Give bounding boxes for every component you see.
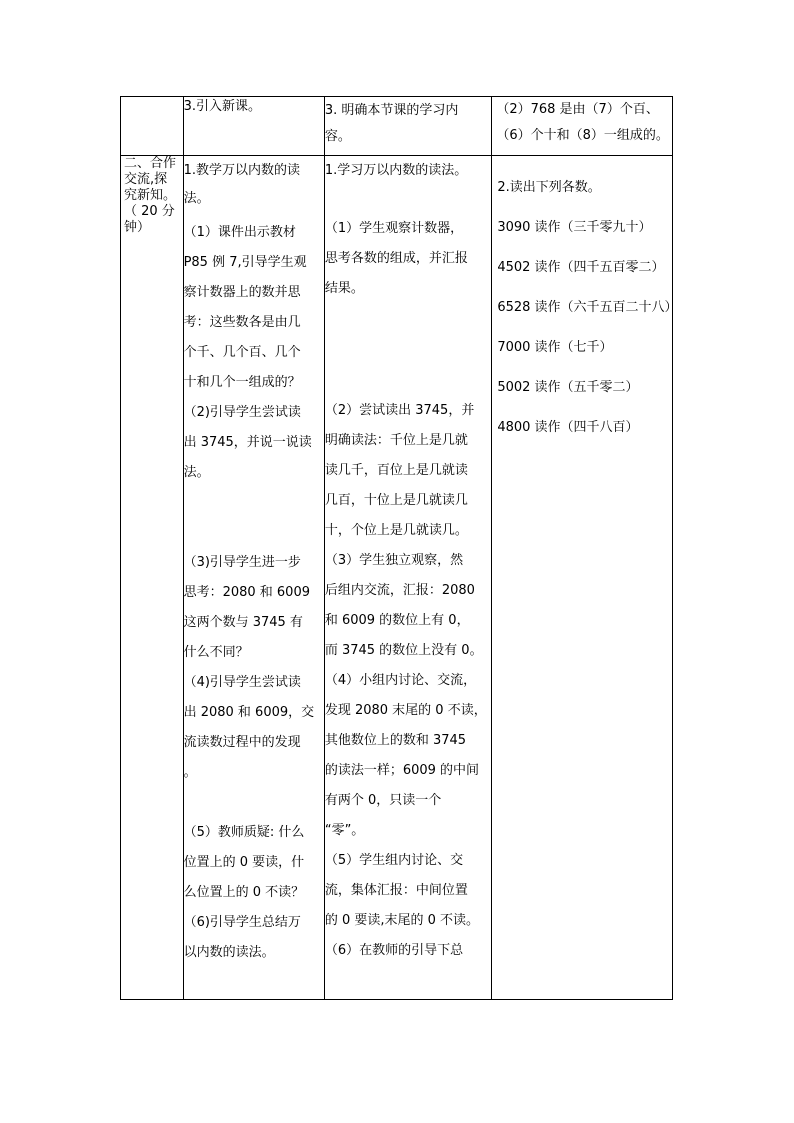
text-line: 流，集体汇报：中间位置	[324, 883, 468, 898]
exercise-item: 3090 读作（三千零九十）	[497, 220, 652, 235]
text-line: （6）个十和（8）一组成的。	[496, 128, 669, 143]
text-line: 察计数器上的数并思	[183, 285, 301, 300]
text-line: （2）768 是由（7）个百、	[496, 102, 659, 117]
text-line: （5）学生组内讨论、交	[324, 853, 464, 868]
text-line: 后组内交流，汇报：2080	[324, 583, 475, 598]
stage-cell	[121, 97, 184, 156]
text-line: 这两个数与 3745 有	[183, 615, 303, 630]
teacher-step-4	[184, 548, 324, 668]
student-step-4	[325, 546, 492, 666]
student-step-7	[325, 936, 492, 966]
student-step-6	[325, 846, 492, 936]
text-line: 法。	[183, 191, 210, 206]
text-line: 十，个位上是几就读几。	[324, 523, 468, 538]
lesson-plan-table	[120, 96, 678, 1000]
text-line: （2）尝试读出 3745，并	[324, 403, 475, 418]
text-line: 3. 明确本节课的学习内	[324, 103, 459, 118]
teacher-step-7	[184, 908, 324, 968]
text-line: （1）学生观察计数器，	[324, 221, 464, 236]
student-activity-cell	[324, 156, 492, 1000]
text-line: 读几千，百位上是几就读	[324, 463, 468, 478]
teacher-step-6	[184, 818, 324, 908]
text-line: 明确读法：千位上是几就	[324, 433, 468, 448]
teacher-activity-cell	[183, 97, 324, 156]
text-line: “零”。	[324, 823, 365, 838]
student-step-3	[325, 396, 492, 546]
text-line: 思考：2080 和 6009	[183, 585, 310, 600]
text-line: （4)引导学生尝试读	[183, 675, 301, 690]
stage-label: （ 20 分	[124, 204, 175, 219]
teacher-step-1	[184, 156, 324, 212]
exercise-item: 6528 读作（六千五百二十八）	[497, 300, 678, 315]
text-line: （4）小组内讨论、交流，	[324, 673, 477, 688]
text-line: 3.引入新课。	[183, 99, 261, 114]
text-line: 么位置上的 0 不读？	[183, 885, 305, 900]
text-line: （2)引导学生尝试读	[183, 405, 301, 420]
text-line: 流读数过程中的发现	[183, 735, 301, 750]
exercise-item: 4502 读作（四千五百零二）	[497, 260, 665, 275]
stage-label: 究新知。	[124, 188, 177, 203]
text-line: 结果。	[324, 281, 364, 296]
table-row	[121, 156, 673, 1000]
exercise-title: 2.读出下列各数。	[497, 180, 601, 195]
text-line: （6）在教师的引导下总	[324, 943, 464, 958]
stage-label: 二、合作	[124, 156, 177, 171]
text-line: 位置上的 0 要读，什	[183, 855, 305, 870]
text-line: 的 0 要读,末尾的 0 不读。	[324, 913, 480, 928]
text-line: 思考各数的组成，并汇报	[324, 251, 468, 266]
teacher-step-3	[184, 398, 324, 488]
text-line: 几百，十位上是几就读几	[324, 493, 468, 508]
student-step-1	[325, 156, 492, 186]
text-line: 容。	[324, 129, 351, 144]
text-line: P85 例 7,引导学生观	[183, 255, 307, 270]
exercise-item: 4800 读作（四千八百）	[497, 420, 639, 435]
text-line: 以内数的读法。	[183, 945, 275, 960]
text-line: 和 6009 的数位上有 0，	[324, 613, 470, 628]
text-line: 出 2080 和 6009，交	[183, 705, 315, 720]
student-step-2	[325, 214, 492, 304]
stage-cell	[121, 156, 184, 1000]
exercise-item: 5002 读作（五千零二）	[497, 380, 639, 395]
text-line: （5）教师质疑: 什么	[183, 825, 305, 840]
text-line: 的读法一样；6009 的中间	[324, 763, 480, 778]
text-line: 十和几个一组成的？	[183, 375, 301, 390]
text-line: 而 3745 的数位上没有 0。	[324, 643, 483, 658]
text-line: 法。	[183, 465, 210, 480]
text-line: 出 3745，并说一说读	[183, 435, 312, 450]
text-line: （6)引导学生总结万	[183, 915, 301, 930]
stage-label: 钟）	[124, 220, 151, 235]
text-line: （3）学生独立观察，然	[324, 553, 464, 568]
notes-cell	[492, 156, 678, 1000]
text-line: 什么不同？	[183, 645, 249, 660]
exercise-item: 7000 读作（七千）	[497, 340, 613, 355]
text-line: 发现 2080 末尾的 0 不读，	[324, 703, 487, 718]
stage-label: 交流,探	[124, 172, 168, 187]
student-step-5	[325, 666, 492, 846]
notes-cell	[492, 97, 673, 156]
teacher-step-5	[184, 668, 324, 788]
text-line: （1）课件出示教材	[183, 225, 296, 240]
text-line: 其他数位上的数和 3745	[324, 733, 467, 748]
text-line: 1.教学万以内数的读	[183, 163, 300, 178]
teacher-step-2	[184, 218, 324, 398]
table-row	[121, 97, 673, 156]
text-line: 有两个 0，只读一个	[324, 793, 442, 808]
text-line: 个千、几个百、几个	[183, 345, 301, 360]
teacher-activity-cell	[183, 156, 324, 1000]
text-line: （3)引导学生进一步	[183, 555, 301, 570]
text-line: 考：这些数各是由几	[183, 315, 301, 330]
text-line: 1.学习万以内数的读法。	[324, 163, 468, 178]
text-line: 。	[183, 765, 197, 780]
student-activity-cell	[324, 97, 492, 156]
